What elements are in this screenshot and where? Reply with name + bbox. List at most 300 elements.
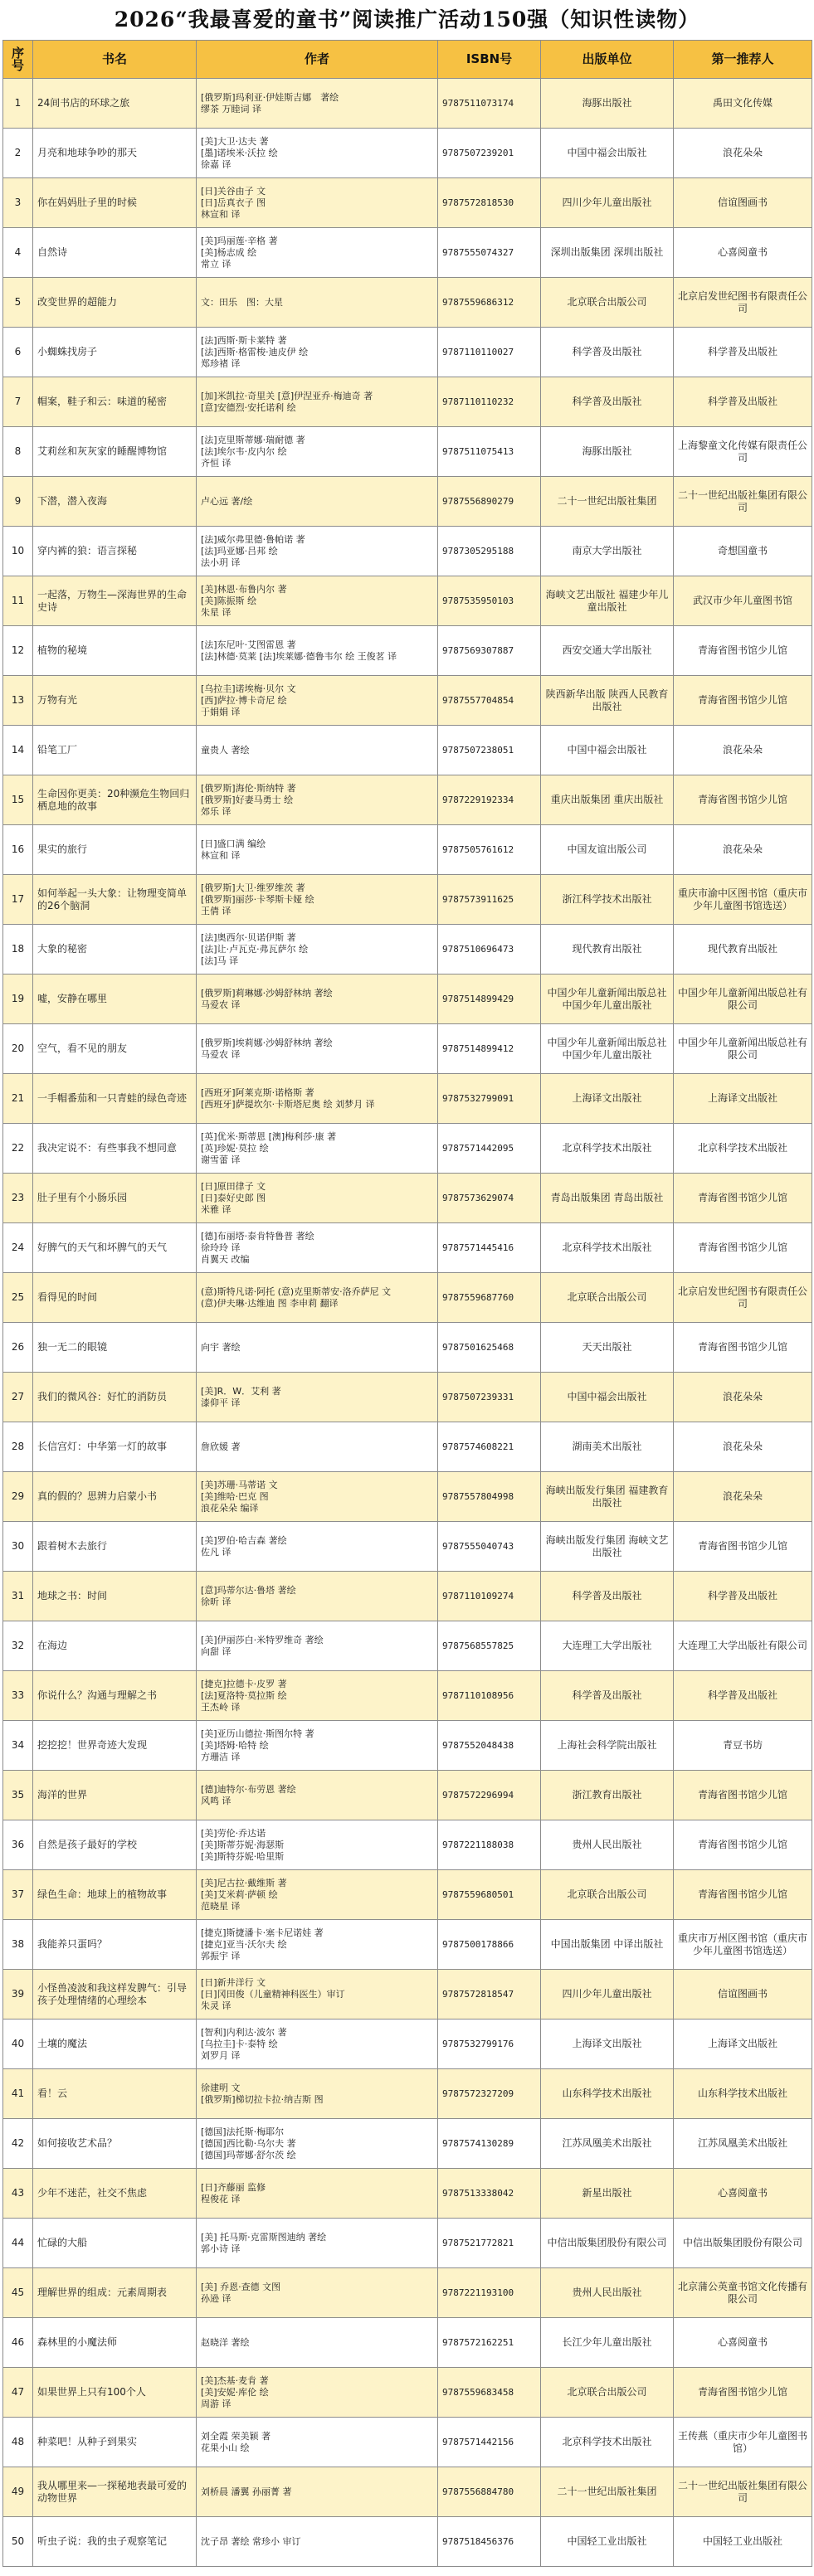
cell-recommender: 北京蒲公英童书馆文化传播有限公司: [674, 2268, 812, 2318]
table-row: [3, 1024, 812, 1074]
cell-title: 看！云: [33, 2069, 197, 2119]
cell-no: 29: [3, 1472, 33, 1522]
cell-author: [美]罗伯·哈吉森 著绘 佐凡 译: [197, 1522, 438, 1572]
cell-author: 赵晓洋 著绘: [197, 2318, 438, 2368]
cell-publisher: 上海社会科学院出版社: [541, 1721, 674, 1771]
cell-no: 39: [3, 1970, 33, 2019]
cell-recommender: 心喜阅童书: [674, 2318, 812, 2368]
cell-recommender: 青海省图书馆少儿馆: [674, 2368, 812, 2418]
cell-no: 15: [3, 775, 33, 825]
cell-publisher: 天天出版社: [541, 1323, 674, 1373]
table-row: [3, 228, 812, 278]
cell-author: 童贵人 著绘: [197, 726, 438, 775]
table-row: [3, 129, 812, 178]
cell-isbn: 9787573629074: [438, 1174, 541, 1223]
cell-recommender: 北京启发世纪图书有限责任公司: [674, 278, 812, 328]
table-row: [3, 527, 812, 576]
cell-author: [捷克]拉德卡·皮罗 著 [法]夏洛特·莫拉斯 绘 王杰岭 译: [197, 1671, 438, 1721]
cell-publisher: 北京联合出版公司: [541, 1273, 674, 1323]
cell-title: 如何举起一头大象：让物理变简单的26个脑洞: [33, 875, 197, 925]
cell-publisher: 贵州人民出版社: [541, 1820, 674, 1870]
cell-no: 13: [3, 676, 33, 726]
table-row: [3, 2069, 812, 2119]
table-row: [3, 1422, 812, 1472]
cell-publisher: 海峡出版发行集团 福建教育出版社: [541, 1472, 674, 1522]
cell-recommender: 上海译文出版社: [674, 1074, 812, 1124]
cell-author: [俄罗斯]莉琳娜·沙姆舒林纳 著绘 马爱农 译: [197, 975, 438, 1024]
cell-publisher: 中国少年儿童新闻出版总社 中国少年儿童出版社: [541, 975, 674, 1024]
table-row: [3, 1572, 812, 1621]
cell-author: [美]林恩·布鲁内尔 著 [美]陈振斯 绘 朱星 译: [197, 576, 438, 626]
cell-publisher: 南京大学出版社: [541, 527, 674, 576]
cell-isbn: 9787518456376: [438, 2517, 541, 2567]
cell-isbn: 9787569307887: [438, 626, 541, 676]
cell-recommender: 科学普及出版社: [674, 377, 812, 427]
cell-recommender: 信谊图画书: [674, 1970, 812, 2019]
cell-no: 24: [3, 1223, 33, 1273]
cell-author: [美]大卫·达夫 著 [墨]诺埃米·沃拉 绘 徐嘉 译: [197, 129, 438, 178]
cell-no: 3: [3, 178, 33, 228]
cell-author: 文：田乐 图：大星: [197, 278, 438, 328]
cell-no: 43: [3, 2169, 33, 2219]
cell-recommender: 科学普及出版社: [674, 1671, 812, 1721]
cell-publisher: 上海译文出版社: [541, 2019, 674, 2069]
cell-publisher: 中国少年儿童新闻出版总社 中国少年儿童出版社: [541, 1024, 674, 1074]
cell-no: 38: [3, 1920, 33, 1970]
cell-publisher: 浙江教育出版社: [541, 1771, 674, 1820]
cell-author: [俄罗斯]玛利亚·伊娃斯吉娜 著绘 缪茶 万睦词 译: [197, 79, 438, 129]
cell-no: 4: [3, 228, 33, 278]
cell-recommender: 青海省图书馆少儿馆: [674, 626, 812, 676]
cell-title: 大象的秘密: [33, 925, 197, 975]
cell-no: 19: [3, 975, 33, 1024]
cell-publisher: 中国中福会出版社: [541, 1373, 674, 1422]
cell-title: 我决定说不：有些事我不想同意: [33, 1124, 197, 1174]
cell-title: 小蜘蛛找房子: [33, 328, 197, 377]
cell-publisher: 北京联合出版公司: [541, 2368, 674, 2418]
cell-author: [俄罗斯]埃莉娜·沙姆舒林纳 著绘 马爱农 译: [197, 1024, 438, 1074]
cell-no: 9: [3, 477, 33, 527]
cell-author: [法]克里斯蒂娜·瑞耐德 著 [法]埃尔韦·皮内尔 绘 齐恒 译: [197, 427, 438, 477]
cell-title: 土壤的魔法: [33, 2019, 197, 2069]
cell-publisher: 大连理工大学出版社: [541, 1621, 674, 1671]
cell-no: 46: [3, 2318, 33, 2368]
cell-title: 你说什么？沟通与理解之书: [33, 1671, 197, 1721]
cell-recommender: 北京科学技术出版社: [674, 1124, 812, 1174]
cell-no: 37: [3, 1870, 33, 1920]
cell-isbn: 9787574608221: [438, 1422, 541, 1472]
cell-isbn: 9787511075413: [438, 427, 541, 477]
cell-isbn: 9787221193100: [438, 2268, 541, 2318]
table-row: [3, 726, 812, 775]
table-row: [3, 1820, 812, 1870]
cell-recommender: 浪花朵朵: [674, 129, 812, 178]
cell-isbn: 9787572327209: [438, 2069, 541, 2119]
cell-recommender: 青海省图书馆少儿馆: [674, 1323, 812, 1373]
cell-isbn: 9787221188038: [438, 1820, 541, 1870]
cell-recommender: 江苏凤凰美术出版社: [674, 2119, 812, 2169]
cell-title: 艾莉丝和灰灰家的睡醒博物馆: [33, 427, 197, 477]
table-row: [3, 1323, 812, 1373]
table-row: [3, 1920, 812, 1970]
cell-recommender: 浪花朵朵: [674, 825, 812, 875]
cell-title: 理解世界的组成：元素周期表: [33, 2268, 197, 2318]
cell-isbn: 9787555074327: [438, 228, 541, 278]
table-row: [3, 2019, 812, 2069]
cell-author: [日]齐藤丽 监修 程俊花 译: [197, 2169, 438, 2219]
cell-title: 月亮和地球争吵的那天: [33, 129, 197, 178]
header-recommender: 第一推荐人: [674, 41, 812, 79]
cell-no: 44: [3, 2219, 33, 2268]
cell-publisher: 科学普及出版社: [541, 1671, 674, 1721]
table-row: [3, 328, 812, 377]
cell-author: [美]玛丽莲·辛格 著 [美]杨志成 绘 常立 译: [197, 228, 438, 278]
cell-isbn: 9787559687760: [438, 1273, 541, 1323]
cell-title: 铅笔工厂: [33, 726, 197, 775]
cell-isbn: 9787505761612: [438, 825, 541, 875]
cell-no: 48: [3, 2418, 33, 2467]
cell-no: 22: [3, 1124, 33, 1174]
cell-author: [西班牙]阿莱克斯·诺格斯 著 [西班牙]萨提坎尔·卡斯塔尼奥 绘 刘梦月 译: [197, 1074, 438, 1124]
cell-publisher: 青岛出版集团 青岛出版社: [541, 1174, 674, 1223]
cell-recommender: 青海省图书馆少儿馆: [674, 1870, 812, 1920]
cell-no: 6: [3, 328, 33, 377]
cell-no: 5: [3, 278, 33, 328]
table-row: [3, 1373, 812, 1422]
cell-title: 穿内裤的狼：语言探秘: [33, 527, 197, 576]
header-no: 序号: [3, 41, 33, 79]
cell-recommender: 上海黎童文化传媒有限责任公司: [674, 427, 812, 477]
cell-isbn: 9787571442156: [438, 2418, 541, 2467]
cell-recommender: 青海省图书馆少儿馆: [674, 676, 812, 726]
table-row: [3, 178, 812, 228]
cell-recommender: 心喜阅童书: [674, 2169, 812, 2219]
cell-recommender: 心喜阅童书: [674, 228, 812, 278]
cell-isbn: 9787555040743: [438, 1522, 541, 1572]
table-row: [3, 925, 812, 975]
cell-isbn: 9787110110232: [438, 377, 541, 427]
table-row: [3, 377, 812, 427]
cell-isbn: 9787571442095: [438, 1124, 541, 1174]
cell-author: [日]原田律子 文 [日]泰好史郎 图 米雅 译: [197, 1174, 438, 1223]
cell-publisher: 科学普及出版社: [541, 1572, 674, 1621]
cell-no: 33: [3, 1671, 33, 1721]
cell-publisher: 中信出版集团股份有限公司: [541, 2219, 674, 2268]
cell-title: 种菜吧！从种子到果实: [33, 2418, 197, 2467]
cell-title: 改变世界的超能力: [33, 278, 197, 328]
cell-title: 森林里的小魔法师: [33, 2318, 197, 2368]
cell-isbn: 9787507239201: [438, 129, 541, 178]
cell-isbn: 9787507238051: [438, 726, 541, 775]
header-publisher: 出版单位: [541, 41, 674, 79]
cell-recommender: 重庆市渝中区图书馆（重庆市少年儿童图书馆选送）: [674, 875, 812, 925]
cell-isbn: 9787557704854: [438, 676, 541, 726]
table-row: [3, 1721, 812, 1771]
cell-recommender: 奇想国童书: [674, 527, 812, 576]
cell-publisher: 北京科学技术出版社: [541, 1223, 674, 1273]
cell-isbn: 9787572296994: [438, 1771, 541, 1820]
cell-title: 小怪兽凌波和我这样发脾气：引导孩子处理情绪的心理绘本: [33, 1970, 197, 2019]
cell-author: [德国]法托斯·梅耶尔 [德国]西比勒·乌尔夫 著 [德国]玛蒂娜·舒尔茨 绘: [197, 2119, 438, 2169]
cell-author: [智利]内利达·波尔 著 [乌拉圭]卡·泰特 绘 刘罗月 译: [197, 2019, 438, 2069]
table-row: [3, 1074, 812, 1124]
cell-isbn: 9787500178866: [438, 1920, 541, 1970]
cell-no: 40: [3, 2019, 33, 2069]
cell-author: [美]亚历山德拉·斯图尔特 著 [美]塔姆·哈特 绘 方珊洁 译: [197, 1721, 438, 1771]
cell-title: 我从哪里来—一探秘地表最可爱的动物世界: [33, 2467, 197, 2517]
cell-isbn: 9787552048438: [438, 1721, 541, 1771]
cell-author: [美]伊丽莎白·米特罗维奇 著绘 向甜 译: [197, 1621, 438, 1671]
cell-title: 我们的微风谷：好忙的消防员: [33, 1373, 197, 1422]
cell-isbn: 9787521772821: [438, 2219, 541, 2268]
cell-isbn: 9787229192334: [438, 775, 541, 825]
cell-isbn: 9787574130289: [438, 2119, 541, 2169]
cell-publisher: 中国轻工业出版社: [541, 2517, 674, 2567]
cell-no: 41: [3, 2069, 33, 2119]
table-row: [3, 2467, 812, 2517]
cell-no: 34: [3, 1721, 33, 1771]
cell-no: 47: [3, 2368, 33, 2418]
cell-title: 空气，看不见的朋友: [33, 1024, 197, 1074]
cell-isbn: 9787535950103: [438, 576, 541, 626]
cell-author: 卢心远 著/绘: [197, 477, 438, 527]
cell-recommender: 浪花朵朵: [674, 1373, 812, 1422]
cell-isbn: 9787513338042: [438, 2169, 541, 2219]
table-header-row: [3, 41, 812, 79]
cell-no: 17: [3, 875, 33, 925]
cell-recommender: 武汉市少年儿童图书馆: [674, 576, 812, 626]
cell-publisher: 中国友谊出版公司: [541, 825, 674, 875]
cell-publisher: 湖南美术出版社: [541, 1422, 674, 1472]
cell-publisher: 陕西新华出版 陕西人民教育出版社: [541, 676, 674, 726]
cell-author: (意)斯特凡诺·阿托 (意)克里斯蒂安·洛乔萨尼 文 (意)伊夫琳·达维迪 图 李申莉 翻译: [197, 1273, 438, 1323]
cell-recommender: 青海省图书馆少儿馆: [674, 1174, 812, 1223]
cell-no: 32: [3, 1621, 33, 1671]
table-row: [3, 2219, 812, 2268]
cell-author: 刘桥晨 潘翼 孙丽菁 著: [197, 2467, 438, 2517]
table-row: [3, 1621, 812, 1671]
cell-no: 26: [3, 1323, 33, 1373]
cell-title: 嘘，安静在哪里: [33, 975, 197, 1024]
cell-recommender: 大连理工大学出版社有限公司: [674, 1621, 812, 1671]
cell-title: 忙碌的大船: [33, 2219, 197, 2268]
cell-no: 21: [3, 1074, 33, 1124]
cell-no: 14: [3, 726, 33, 775]
cell-publisher: 浙江科学技术出版社: [541, 875, 674, 925]
cell-title: 少年不迷茫，社交不焦虑: [33, 2169, 197, 2219]
table-row: [3, 676, 812, 726]
table-row: [3, 1472, 812, 1522]
cell-title: 真的假的？思辨力启蒙小书: [33, 1472, 197, 1522]
cell-author: [法]东尼叶·艾图雷恩 著 [法]林德·莫莱 [法]埃莱娜·德鲁韦尔 绘 王俊茗 译: [197, 626, 438, 676]
header-isbn: ISBN号: [438, 41, 541, 79]
cell-recommender: 浪花朵朵: [674, 1422, 812, 1472]
cell-title: 万物有光: [33, 676, 197, 726]
table-row: [3, 1671, 812, 1721]
cell-publisher: 北京联合出版公司: [541, 278, 674, 328]
cell-recommender: 中信出版集团股份有限公司: [674, 2219, 812, 2268]
cell-isbn: 9787110110027: [438, 328, 541, 377]
cell-recommender: 中国少年儿童新闻出版总社有限公司: [674, 975, 812, 1024]
cell-isbn: 9787572162251: [438, 2318, 541, 2368]
cell-publisher: 新星出版社: [541, 2169, 674, 2219]
cell-publisher: 西安交通大学出版社: [541, 626, 674, 676]
cell-no: 8: [3, 427, 33, 477]
cell-no: 31: [3, 1572, 33, 1621]
cell-isbn: 9787532799176: [438, 2019, 541, 2069]
cell-recommender: 中国轻工业出版社: [674, 2517, 812, 2567]
cell-author: 詹欣媛 著: [197, 1422, 438, 1472]
cell-isbn: 9787507239331: [438, 1373, 541, 1422]
cell-title: 在海边: [33, 1621, 197, 1671]
cell-author: [加]米凯拉·奇里关 [意]伊涅亚乔·梅迪奇 著 [意]安德烈·安托诺利 绘: [197, 377, 438, 427]
cell-title: 果实的旅行: [33, 825, 197, 875]
cell-publisher: 二十一世纪出版社集团: [541, 2467, 674, 2517]
table-row: [3, 79, 812, 129]
cell-recommender: 二十一世纪出版社集团有限公司: [674, 477, 812, 527]
table-row: [3, 2418, 812, 2467]
cell-no: 49: [3, 2467, 33, 2517]
cell-isbn: 9787510696473: [438, 925, 541, 975]
table-row: [3, 2368, 812, 2418]
cell-no: 20: [3, 1024, 33, 1074]
table-row: [3, 2517, 812, 2567]
table-row: [3, 2318, 812, 2368]
cell-publisher: 长江少年儿童出版社: [541, 2318, 674, 2368]
cell-recommender: 浪花朵朵: [674, 726, 812, 775]
cell-recommender: 现代教育出版社: [674, 925, 812, 975]
cell-publisher: 科学普及出版社: [541, 328, 674, 377]
cell-title: 绿色生命：地球上的植物故事: [33, 1870, 197, 1920]
cell-recommender: 重庆市万州区图书馆（重庆市少年儿童图书馆选送）: [674, 1920, 812, 1970]
cell-publisher: 贵州人民出版社: [541, 2268, 674, 2318]
cell-recommender: 青海省图书馆少儿馆: [674, 1223, 812, 1273]
table-row: [3, 2268, 812, 2318]
cell-isbn: 9787514899412: [438, 1024, 541, 1074]
cell-title: 一起落，万物生—深海世界的生命史诗: [33, 576, 197, 626]
cell-title: 我能养只蛋吗？: [33, 1920, 197, 1970]
cell-author: 徐建明 文 [俄罗斯]梯切拉卡拉·纳吉斯 图: [197, 2069, 438, 2119]
cell-no: 1: [3, 79, 33, 129]
cell-author: 向宇 著绘: [197, 1323, 438, 1373]
cell-publisher: 现代教育出版社: [541, 925, 674, 975]
header-title: 书名: [33, 41, 197, 79]
cell-title: 自然是孩子最好的学校: [33, 1820, 197, 1870]
cell-no: 23: [3, 1174, 33, 1223]
book-list-table: [2, 40, 812, 2567]
table-row: [3, 1124, 812, 1174]
cell-recommender: 信谊图画书: [674, 178, 812, 228]
cell-title: 好脾气的天气和坏脾气的天气: [33, 1223, 197, 1273]
cell-no: 42: [3, 2119, 33, 2169]
cell-publisher: 二十一世纪出版社集团: [541, 477, 674, 527]
cell-title: 如何接收艺术品？: [33, 2119, 197, 2169]
table-row: [3, 2119, 812, 2169]
cell-no: 25: [3, 1273, 33, 1323]
cell-isbn: 9787559683458: [438, 2368, 541, 2418]
table-row: [3, 1273, 812, 1323]
cell-publisher: 上海译文出版社: [541, 1074, 674, 1124]
cell-publisher: 海峡出版发行集团 海峡文艺出版社: [541, 1522, 674, 1572]
cell-no: 16: [3, 825, 33, 875]
table-body: [3, 79, 812, 2567]
table-row: [3, 1174, 812, 1223]
cell-recommender: 青海省图书馆少儿馆: [674, 775, 812, 825]
cell-author: [俄罗斯]大卫·维罗维茨 著 [俄罗斯]丽莎·卡琴斯卡娅 绘 王倩 译: [197, 875, 438, 925]
page-title: 2026“我最喜爱的童书”阅读推广活动150强（知识性读物）: [114, 7, 700, 32]
cell-publisher: 中国出版集团 中译出版社: [541, 1920, 674, 1970]
cell-publisher: 江苏凤凰美术出版社: [541, 2119, 674, 2169]
table-row: [3, 427, 812, 477]
cell-title: 挖挖挖！世界奇迹大发现: [33, 1721, 197, 1771]
cell-publisher: 北京联合出版公司: [541, 1870, 674, 1920]
table-row: [3, 775, 812, 825]
cell-isbn: 9787572818547: [438, 1970, 541, 2019]
cell-recommender: 青豆书坊: [674, 1721, 812, 1771]
cell-no: 12: [3, 626, 33, 676]
cell-isbn: 9787305295188: [438, 527, 541, 576]
cell-publisher: 北京科学技术出版社: [541, 2418, 674, 2467]
table-row: [3, 975, 812, 1024]
cell-publisher: 深圳出版集团 深圳出版社: [541, 228, 674, 278]
cell-isbn: 9787556884780: [438, 2467, 541, 2517]
cell-no: 30: [3, 1522, 33, 1572]
cell-title: 独一无二的眼镜: [33, 1323, 197, 1373]
cell-author: 沈子昂 著绘 常珍小 审订: [197, 2517, 438, 2567]
cell-publisher: 北京科学技术出版社: [541, 1124, 674, 1174]
cell-recommender: 二十一世纪出版社集团有限公司: [674, 2467, 812, 2517]
table-row: [3, 477, 812, 527]
cell-isbn: 9787556890279: [438, 477, 541, 527]
table-row: [3, 825, 812, 875]
cell-publisher: 中国中福会出版社: [541, 726, 674, 775]
cell-recommender: 山东科学技术出版社: [674, 2069, 812, 2119]
cell-author: [美]杰基·麦肯 著 [美]安妮·库伦 绘 周游 译: [197, 2368, 438, 2418]
cell-author: [法]奥西尔·贝诺伊斯 著 [法]让·卢瓦克·弗瓦萨尔 绘 [法]马 译: [197, 925, 438, 975]
cell-author: [美]苏珊·马蒂诺 文 [美]维哈·巴克 图 浪花朵朵 编译: [197, 1472, 438, 1522]
cell-isbn: 9787532799091: [438, 1074, 541, 1124]
header-author: 作者: [197, 41, 438, 79]
cell-title: 地球之书：时间: [33, 1572, 197, 1621]
cell-isbn: 9787110108956: [438, 1671, 541, 1721]
cell-publisher: 海峡文艺出版社 福建少年儿童出版社: [541, 576, 674, 626]
cell-author: [日]新井洋行 文 [日]冈田俊（儿童精神科医生）审订 朱灵 译: [197, 1970, 438, 2019]
cell-recommender: 禹田文化传媒: [674, 79, 812, 129]
cell-title: 如果世界上只有100个人: [33, 2368, 197, 2418]
cell-publisher: 科学普及出版社: [541, 377, 674, 427]
cell-author: [美] 托马斯·克雷斯图迪纳 著绘 郭小诗 译: [197, 2219, 438, 2268]
cell-title: 一手帽番茄和一只青蛙的绿色奇迹: [33, 1074, 197, 1124]
cell-publisher: 海豚出版社: [541, 79, 674, 129]
cell-recommender: 青海省图书馆少儿馆: [674, 1771, 812, 1820]
cell-title: 跟着树木去旅行: [33, 1522, 197, 1572]
table-row: [3, 576, 812, 626]
cell-no: 2: [3, 129, 33, 178]
cell-recommender: 中国少年儿童新闻出版总社有限公司: [674, 1024, 812, 1074]
cell-isbn: 9787110109274: [438, 1572, 541, 1621]
cell-isbn: 9787511073174: [438, 79, 541, 129]
cell-author: [日]盛口满 编绘 林宣和 译: [197, 825, 438, 875]
cell-no: 50: [3, 2517, 33, 2567]
table-row: [3, 1870, 812, 1920]
cell-recommender: 青海省图书馆少儿馆: [674, 1522, 812, 1572]
cell-author: [俄罗斯]海伦·斯纳特 著 [俄罗斯]好妻马勇士 绘 郊乐 译: [197, 775, 438, 825]
cell-publisher: 重庆出版集团 重庆出版社: [541, 775, 674, 825]
cell-recommender: 科学普及出版社: [674, 328, 812, 377]
table-row: [3, 875, 812, 925]
cell-author: [美] 乔恩·查德 文图 孙逊 译: [197, 2268, 438, 2318]
cell-title: 下潜，潜入夜海: [33, 477, 197, 527]
